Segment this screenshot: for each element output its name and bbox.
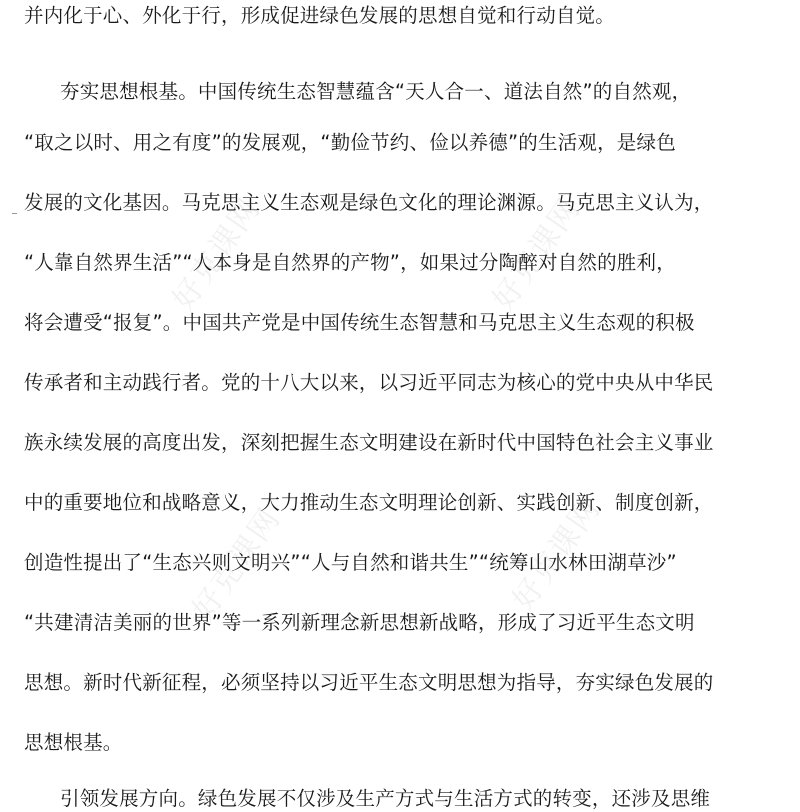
watermark: 好克课网 xyxy=(185,501,288,627)
watermark: 好克课网 xyxy=(505,491,608,617)
text-line: 传承者和主动践行者。党的十八大以来，以习近平同志为核心的党中央从中华民 xyxy=(24,371,714,394)
margin-mark xyxy=(12,213,17,214)
text-line: 族永续发展的高度出发，深刻把握生态文明建设在新时代中国特色社会主义事业 xyxy=(24,431,714,454)
text-line: 发展的文化基因。马克思主义生态观是绿色文化的理论渊源。马克思主义认为， xyxy=(24,191,714,214)
text-line: 并内化于心、外化于行，形成促进绿色发展的思想自觉和行动自觉。 xyxy=(24,4,616,27)
paragraph-start-line: 引领发展方向。绿色发展不仅涉及生产方式与生活方式的转变，还涉及思维 xyxy=(60,787,711,810)
watermark: 好克课网 xyxy=(165,191,268,317)
text-line: “共建清洁美丽的世界”等一系列新理念新思想新战略，形成了习近平生态文明 xyxy=(24,611,695,634)
paragraph-start-line: 夯实思想根基。中国传统生态智慧蕴含“天人合一、道法自然”的自然观， xyxy=(60,80,692,103)
text-line: “人靠自然界生活”“人本身是自然界的产物”，如果过分陶醉对自然的胜利， xyxy=(24,251,676,274)
text-line: 创造性提出了“生态兴则文明兴”“人与自然和谐共生”“统筹山水林田湖草沙” xyxy=(24,551,677,574)
text-line: 思想。新时代新征程，必须坚持以习近平生态文明思想为指导，夯实绿色发展的 xyxy=(24,671,714,694)
text-line: “取之以时、用之有度”的发展观，“勤俭节约、俭以养德”的生活观，是绿色 xyxy=(24,131,676,154)
text-line: 中的重要地位和战略意义，大力推动生态文明理论创新、实践创新、制度创新， xyxy=(24,491,714,514)
watermark: 好克课网 xyxy=(485,191,588,317)
text-line: 思想根基。 xyxy=(24,731,123,754)
text-line: 将会遭受“报复”。中国共产党是中国传统生态智慧和马克思主义生态观的积极 xyxy=(24,311,695,334)
